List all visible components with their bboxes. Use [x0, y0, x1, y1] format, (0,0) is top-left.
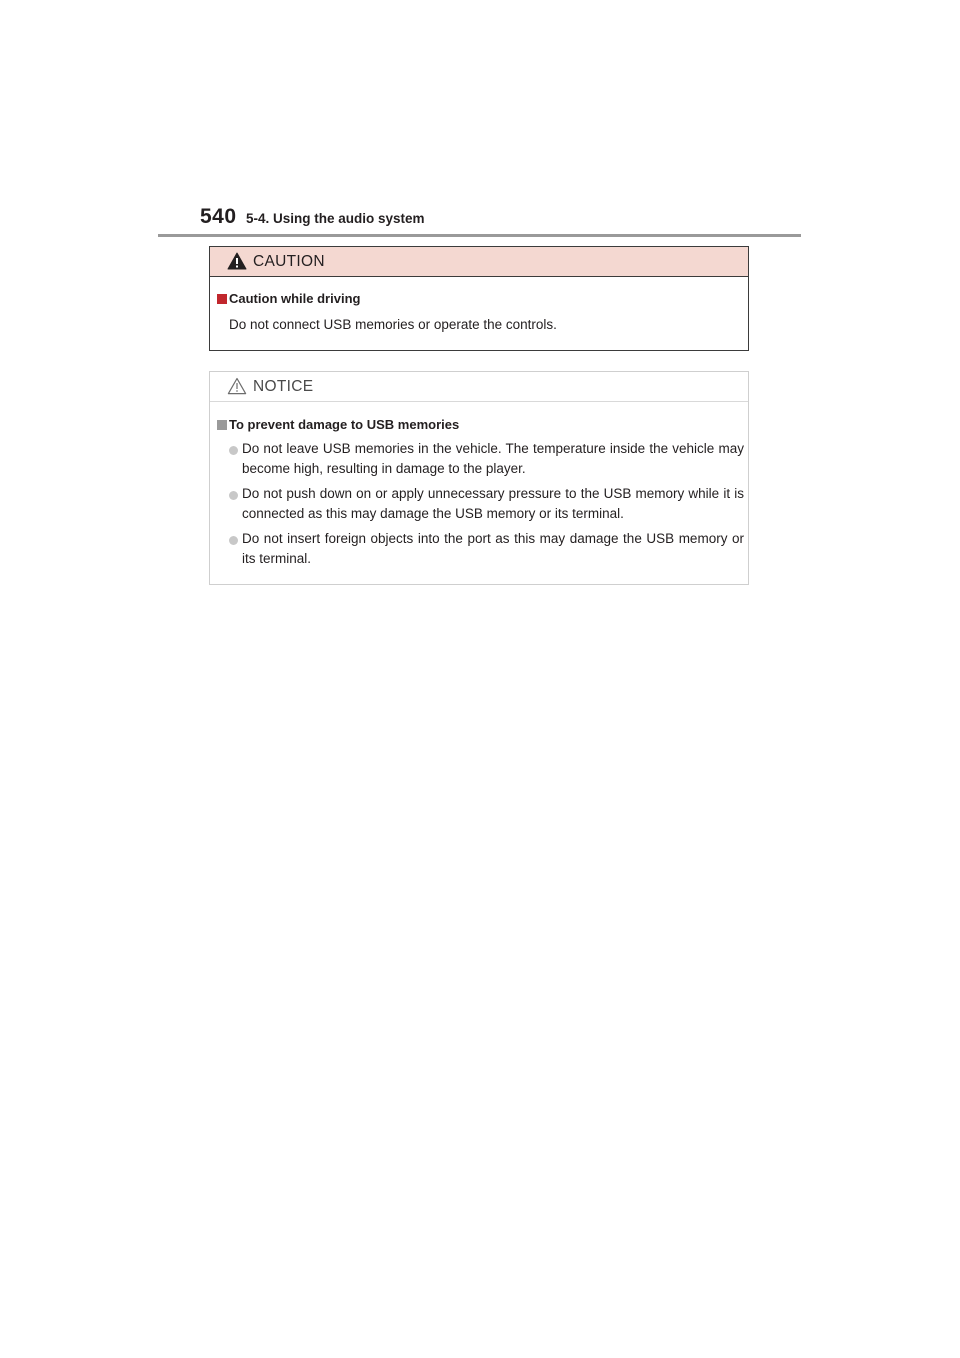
caution-text: Do not connect USB memories or operate the controls. — [229, 317, 557, 332]
notice-header — [210, 372, 748, 402]
bullet-dot — [229, 491, 238, 500]
notice-bullet-text: Do not insert foreign objects into the port as this may damage the USB memory or its terminal. — [242, 531, 744, 566]
caution-label: CAUTION — [253, 253, 325, 270]
bullet-dot — [229, 446, 238, 455]
caution-subhead: Caution while driving — [229, 291, 361, 306]
notice-label: NOTICE — [253, 378, 314, 395]
caution-square-marker — [217, 294, 227, 304]
notice-square-marker — [217, 420, 227, 430]
notice-subhead: To prevent damage to USB memories — [229, 417, 460, 432]
warning-triangle-filled-icon — [227, 252, 247, 270]
notice-bullet-text: Do not push down on or apply unnecessary pressure to the USB memory while it is connected as this may damage the USB memory or its terminal. — [242, 486, 744, 521]
bullet-dot — [229, 536, 238, 545]
warning-triangle-outline-icon — [227, 377, 247, 395]
page-number: 540 — [200, 205, 237, 228]
caution-box — [209, 246, 749, 351]
notice-bullet-text: Do not leave USB memories in the vehicle. The temperature inside the vehicle may become high, resulting in damage to the player. — [242, 441, 744, 476]
page-header — [158, 200, 801, 237]
section-title: 5-4. Using the audio system — [246, 211, 425, 226]
notice-box — [209, 371, 749, 585]
caution-header — [210, 247, 748, 277]
